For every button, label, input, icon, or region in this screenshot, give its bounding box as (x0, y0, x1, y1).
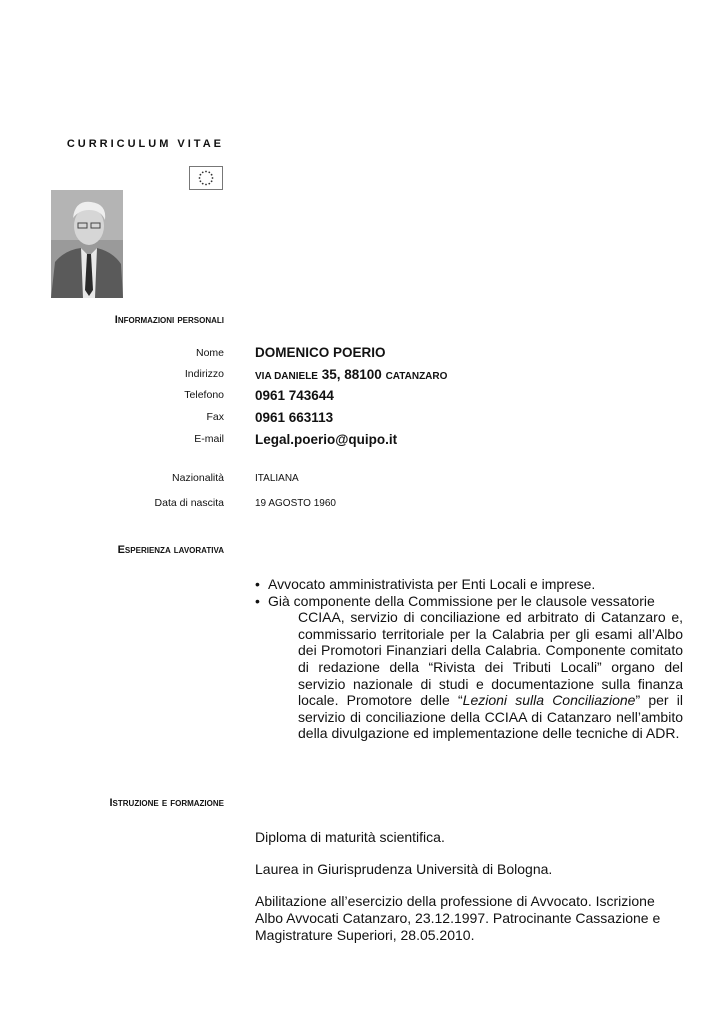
telefono-value: 0961 743644 (255, 388, 334, 403)
nome-value: DOMENICO POERIO (255, 345, 386, 360)
indirizzo-label: Indirizzo (184, 368, 224, 380)
bullet-dot-icon: • (255, 592, 260, 609)
email-value[interactable]: Legal.poerio@quipo.it (255, 432, 398, 447)
nazionalita-value: ITALIANA (255, 473, 299, 484)
indirizzo-value (255, 367, 447, 382)
fax-value: 0961 663113 (255, 410, 334, 425)
experience-item-continuation (255, 609, 683, 742)
eu-flag-icon (189, 166, 223, 190)
education-heading: Istruzione e formazione (109, 797, 224, 809)
experience-item-text: Avvocato amministrativista per Enti Locali e imprese. (268, 576, 596, 592)
indirizzo-number: 35, 88100 (321, 367, 382, 382)
bullet-dot-icon: • (255, 576, 260, 592)
email-label: E-mail (194, 433, 224, 445)
experience-item (255, 593, 683, 610)
nazionalita-label: Nazionalità (172, 472, 224, 484)
nome-label: Nome (195, 347, 224, 359)
experience-list (255, 576, 683, 742)
nascita-label: Data di nascita (154, 497, 224, 509)
cv-title: CURRICULUM VITAE (66, 138, 224, 150)
education-item: Abilitazione all’esercizio della professione di Avvocato. Iscrizione Albo Avvocati Catanzaro, 23.12.1997. Patrocinante Cassazione e Magistrature Superiori, 28.05.2010. (255, 893, 661, 943)
experience-text-a: CCIAA, servizio di conciliazione ed arbitrato di Catanzaro e, commissario territoriale per la Calabria per gli esami all’Albo dei Promotori Finanziari della Calabria. Componente comitato di redazione della “Rivista dei Tributi Locali” organo del servizio nazionale di studi e documentazione sulla finanza locale. Promotore delle “ (298, 609, 683, 709)
experience-text-b: ” per il servizio di conciliazione della CCIAA di Catanzaro nell’ambito della divulgazione ed implementazione delle tecniche di ADR. (298, 692, 683, 742)
experience-heading: Esperienza lavorativa (117, 544, 224, 556)
experience-italic-title: Lezioni sulla Conciliazione (462, 692, 636, 709)
education-item: Diploma di maturità scientifica. (255, 829, 445, 845)
fax-label: Fax (206, 411, 224, 423)
indirizzo-city: CATANZARO (385, 371, 448, 382)
portrait-photo (51, 190, 123, 298)
education-item: Laurea in Giurisprudenza Università di Bologna. (255, 861, 553, 877)
experience-item-text: Già componente della Commissione per le clausole vessatorie (268, 592, 655, 609)
nascita-value: 19 AGOSTO 1960 (255, 498, 336, 509)
personal-info-heading: Informazioni personali (114, 314, 224, 326)
experience-item (255, 576, 683, 593)
telefono-label: Telefono (184, 389, 224, 401)
indirizzo-street: VIA DANIELE (255, 371, 318, 382)
